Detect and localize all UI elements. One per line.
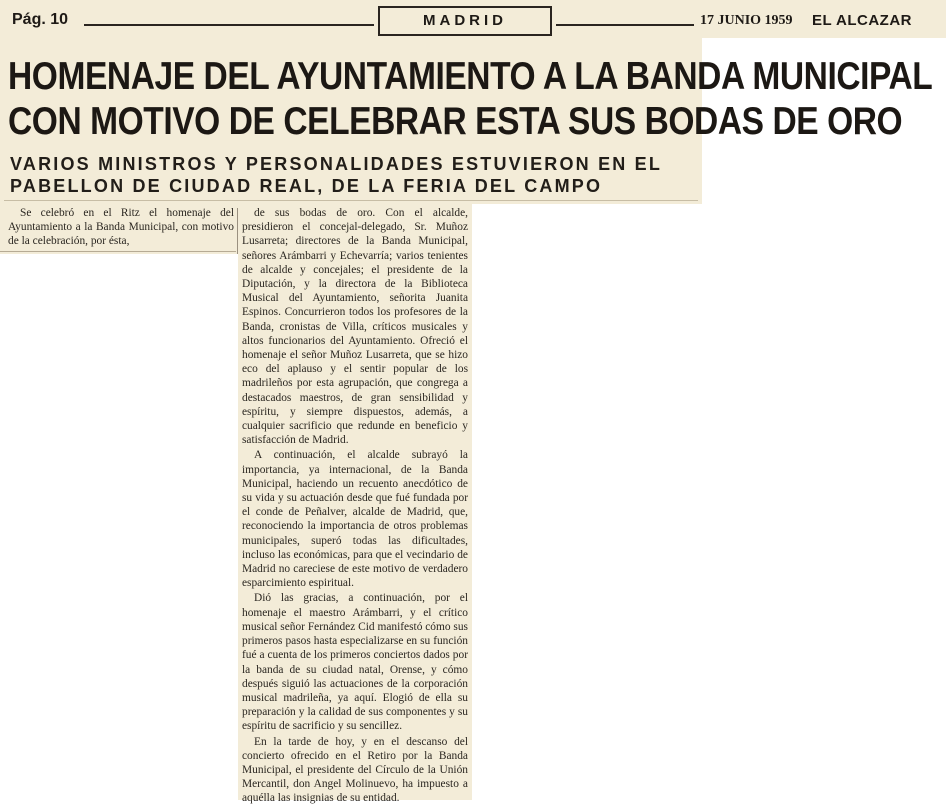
headline (8, 54, 933, 144)
headline-line-1: HOMENAJE DEL AYUNTAMIENTO A LA BANDA MUNICIPAL (8, 55, 933, 98)
issue-date: 17 JUNIO 1959 (700, 13, 793, 28)
newspaper-name: EL ALCAZAR (812, 12, 912, 29)
masthead-rule-left (84, 24, 374, 26)
article-column-1 (8, 206, 234, 249)
article-column-2 (242, 206, 468, 806)
column-1-bottom-rule (0, 251, 236, 252)
masthead-rule-right (556, 24, 694, 26)
headline-line-2: CON MOTIVO DE CELEBRAR ESTA SUS BODAS DE ORO (8, 100, 903, 143)
subheadline-line-2: PABELLON DE CIUDAD REAL, DE LA FERIA DEL CAMPO (10, 176, 603, 196)
column-divider (237, 208, 238, 254)
article-lede: Se celebró en el Ritz el homenaje del Ayuntamiento a la Banda Municipal, con motivo de la celebración, por ésta, (8, 207, 234, 248)
section-label: MADRID (378, 6, 552, 36)
headline-divider (4, 200, 698, 201)
subheadline (10, 153, 700, 197)
page-number: Pág. 10 (12, 11, 69, 28)
article-paragraph-3: Dió las gracias, a continuación, por el homenaje el maestro Arámbarri, y el crítico musical señor Fernández Cid manifestó cómo sus primeros pasos hasta especializarse en su función fué a cuenta de los primeros conciertos dados por la banda de su ciudad natal, Orense, y cómo después siguió las actuaciones de la corporación musical madrileña, ya aquí. Elogió de ella su preparación y la calidad de sus componentes y su espíritu de sacrificio y su sencillez. (242, 592, 468, 733)
subheadline-line-1: VARIOS MINISTROS Y PERSONALIDADES ESTUVIERON EN EL (10, 154, 663, 174)
article-paragraph-1: de sus bodas de oro. Con el alcalde, presidieron el concejal-delegado, Sr. Muñoz Lusarreta; directores de la Banda Municipal, señores Arámbarri y Echevarría; varios tenientes de alcalde y concejales; el presidente de la Diputación, y la directora de la Biblioteca Musical del Ayuntamiento, señorita Juanita Espinos. Concurrieron todos los profesores de la Banda, cronistas de Villa, críticos musicales y altos funcionarios del Ayuntamiento. Ofreció el homenaje el señor Muñoz Lusarreta, que se hizo eco del aplauso y el sentir popular de los madrileños por esta agrupación, que congrega a destacados maestros, de gran sensibilidad y espíritu, y siempre dispuestos, además, a cualquier sacrificio que redunde en beneficio y satisfacción de Madrid. (242, 207, 468, 447)
article-paragraph-4: En la tarde de hoy, y en el descanso del concierto ofrecido en el Retiro por la Banda Municipal, el presidente del Círculo de la Unión Mercantil, don Angel Molinuevo, ha impuesto a aquélla las insignias de su entidad. (242, 735, 468, 805)
masthead (0, 0, 946, 38)
article-paragraph-2: A continuación, el alcalde subrayó la importancia, ya internacional, de la Banda Municipal, haciendo un recuento anecdótico de su vida y su actuación desde que fué fundada por el conde de Peñalver, alcalde de Madrid, que, reconociendo la importancia de otros problemas municipales, superó todas las dificultades, incluso las económicas, para que el vecindario de Madrid no careciese de este motivo de verdadero esparcimiento espiritual. (242, 449, 468, 590)
